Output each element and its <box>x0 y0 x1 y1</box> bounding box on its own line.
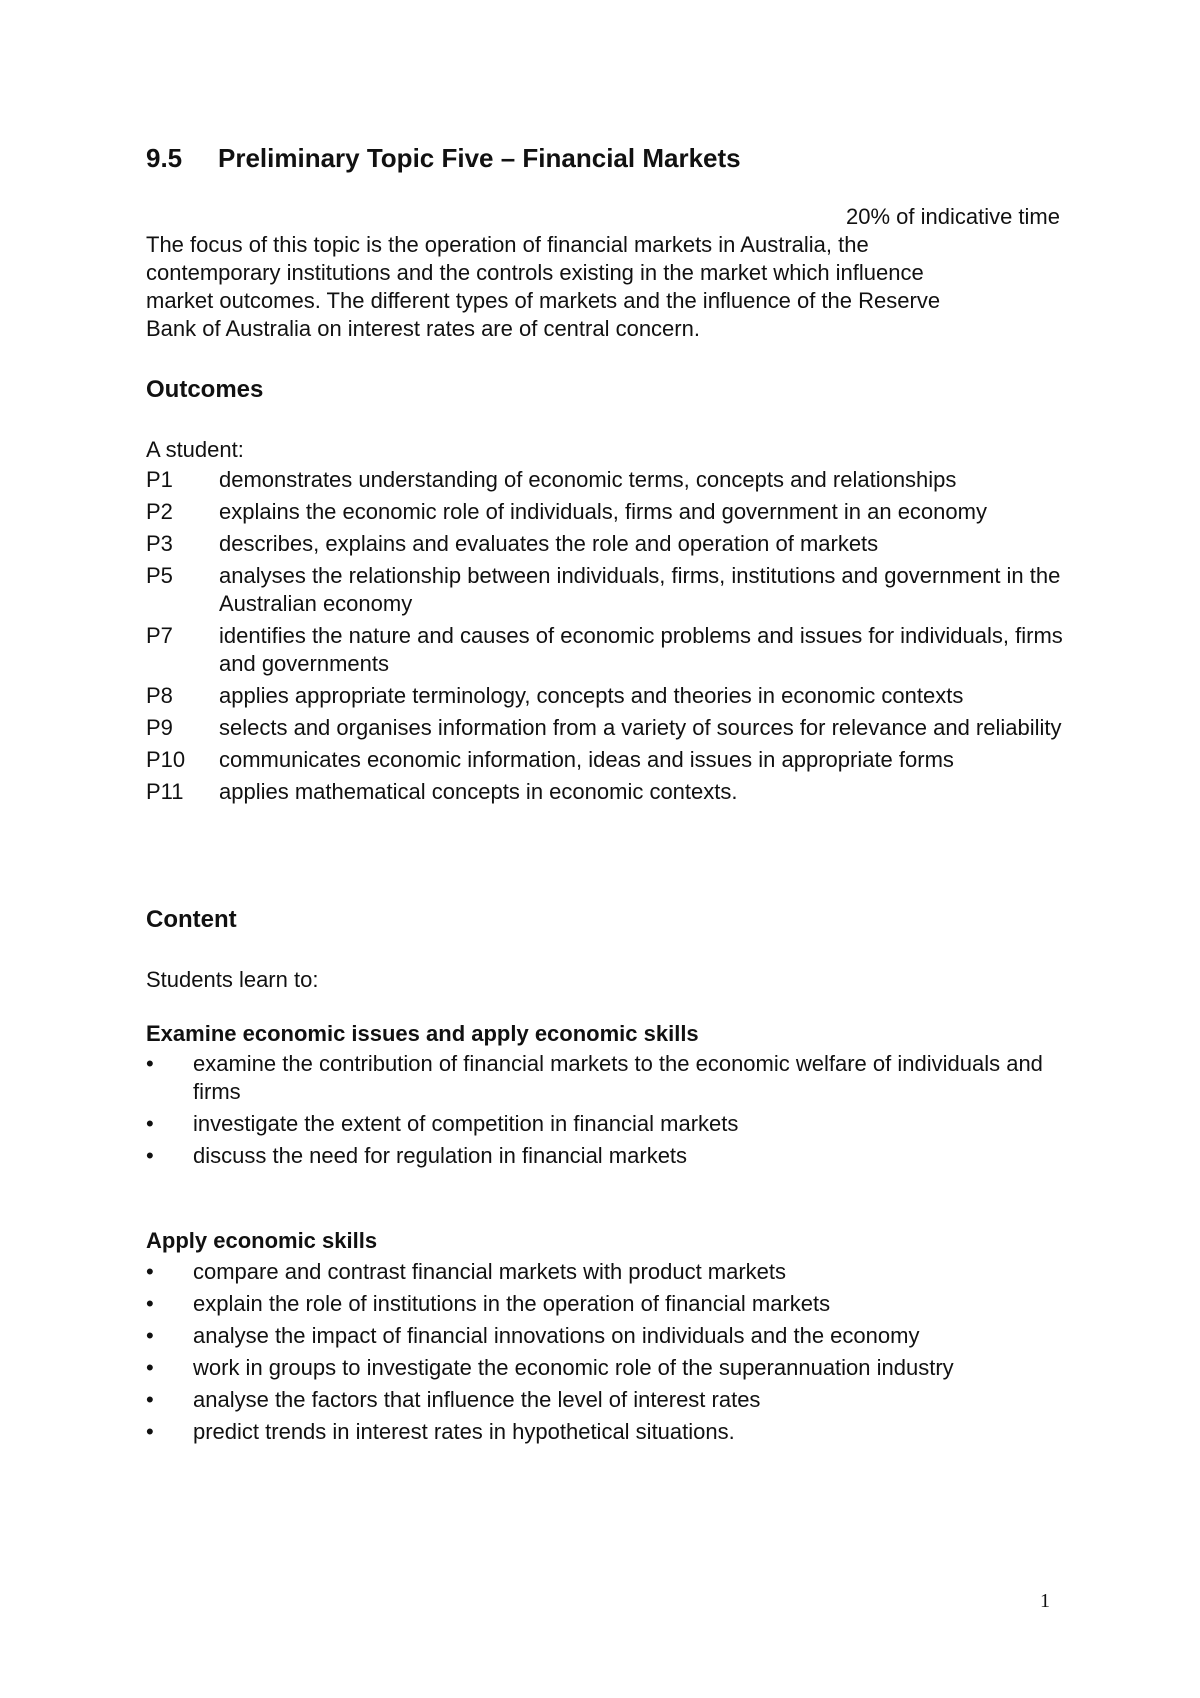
bullet-mark: • <box>146 1323 154 1348</box>
outcomes-lead: A student: <box>146 437 244 462</box>
list-item <box>146 1322 1066 1350</box>
outcome-item <box>146 562 1066 618</box>
outcome-item <box>146 498 1066 526</box>
bullet-mark: • <box>146 1111 154 1136</box>
list-item-text: analyse the impact of financial innovations on individuals and the economy <box>193 1323 920 1348</box>
outcome-text: analyses the relationship between individuals, firms, institutions and government in the Australian economy <box>219 563 1061 616</box>
outcome-item <box>146 778 1066 806</box>
section-heading-apply: Apply economic skills <box>146 1228 378 1253</box>
list-item-text: explain the role of institutions in the operation of financial markets <box>193 1291 831 1316</box>
list-item-text: predict trends in interest rates in hypothetical situations. <box>193 1419 735 1444</box>
outcome-item <box>146 466 1066 494</box>
content-heading: Content <box>146 906 237 933</box>
bullet-mark: • <box>146 1051 154 1076</box>
outcome-code: P8 <box>146 683 173 708</box>
outcomes-heading: Outcomes <box>146 376 264 403</box>
bullet-list-apply <box>146 1258 1066 1450</box>
outcome-code: P11 <box>146 779 184 804</box>
indicative-time: 20% of indicative time <box>846 204 1060 229</box>
bullet-mark: • <box>146 1143 154 1168</box>
bullet-mark: • <box>146 1291 154 1316</box>
outcome-item <box>146 622 1066 678</box>
bullet-mark: • <box>146 1387 154 1412</box>
list-item <box>146 1418 1066 1446</box>
outcome-text: applies mathematical concepts in economic contexts. <box>219 779 738 804</box>
outcome-code: P7 <box>146 623 173 648</box>
section-number: 9.5 <box>146 143 183 173</box>
outcome-text: applies appropriate terminology, concepts and theories in economic contexts <box>219 683 964 708</box>
intro-line: market outcomes. The different types of markets and the influence of the Reserve <box>146 288 941 313</box>
bullet-list-examine <box>146 1050 1066 1174</box>
list-item <box>146 1354 1066 1382</box>
intro-line: The focus of this topic is the operation of financial markets in Australia, the <box>146 232 869 257</box>
intro-paragraph <box>146 231 1066 343</box>
outcome-code: P2 <box>146 499 173 524</box>
list-item <box>146 1110 1066 1138</box>
outcome-code: P1 <box>146 467 173 492</box>
outcome-text: selects and organises information from a variety of sources for relevance and reliability <box>219 715 1062 740</box>
page-number: 1 <box>1040 1590 1050 1612</box>
outcome-text: explains the economic role of individuals, firms and government in an economy <box>219 499 987 524</box>
list-item-text: work in groups to investigate the economic role of the superannuation industry <box>193 1355 954 1380</box>
content-lead: Students learn to: <box>146 967 319 992</box>
section-heading-examine: Examine economic issues and apply economic skills <box>146 1021 699 1046</box>
list-item-text: analyse the factors that influence the level of interest rates <box>193 1387 761 1412</box>
list-item-text: examine the contribution of financial markets to the economic welfare of individuals and firms <box>193 1051 1043 1104</box>
bullet-mark: • <box>146 1419 154 1444</box>
outcomes-list <box>146 466 1066 810</box>
list-item <box>146 1050 1066 1106</box>
list-item <box>146 1386 1066 1414</box>
outcome-text: identifies the nature and causes of economic problems and issues for individuals, firms and governments <box>219 623 1063 676</box>
outcome-item <box>146 682 1066 710</box>
page-title <box>146 143 741 174</box>
list-item-text: discuss the need for regulation in financial markets <box>193 1143 688 1168</box>
bullet-mark: • <box>146 1259 154 1284</box>
list-item-text: compare and contrast financial markets with product markets <box>193 1259 787 1284</box>
outcome-code: P5 <box>146 563 173 588</box>
list-item-text: investigate the extent of competition in financial markets <box>193 1111 739 1136</box>
intro-line: contemporary institutions and the controls existing in the market which influence <box>146 260 924 285</box>
outcome-text: describes, explains and evaluates the role and operation of markets <box>219 531 879 556</box>
bullet-mark: • <box>146 1355 154 1380</box>
outcome-item <box>146 530 1066 558</box>
outcome-item <box>146 746 1066 774</box>
outcome-code: P3 <box>146 531 173 556</box>
section-title: Preliminary Topic Five – Financial Markets <box>218 143 741 173</box>
outcome-code: P9 <box>146 715 173 740</box>
list-item <box>146 1258 1066 1286</box>
outcome-text: communicates economic information, ideas and issues in appropriate forms <box>219 747 954 772</box>
list-item <box>146 1142 1066 1170</box>
intro-line: Bank of Australia on interest rates are of central concern. <box>146 316 700 341</box>
list-item <box>146 1290 1066 1318</box>
outcome-item <box>146 714 1066 742</box>
outcome-code: P10 <box>146 747 186 772</box>
outcome-text: demonstrates understanding of economic terms, concepts and relationships <box>219 467 957 492</box>
